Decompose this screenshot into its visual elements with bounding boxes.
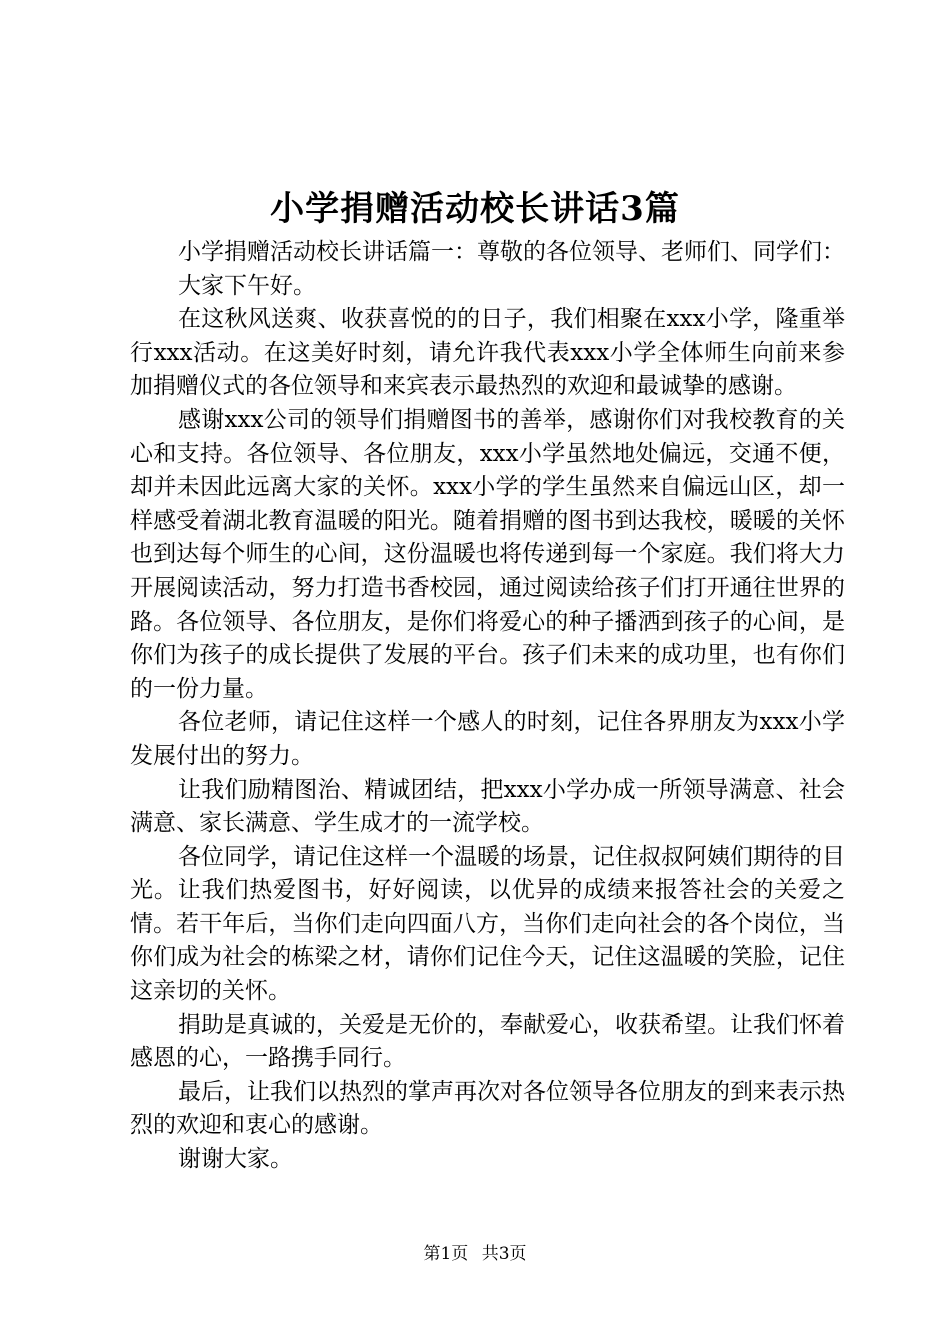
body-paragraph: 各位同学，请记住这样一个温暖的场景，记住叔叔阿姨们期待的目光。让我们热爱图书，好好阅读，以优异的成绩来报答社会的关爱之情。若干年后，当你们走向四面八方，当你们走向社会的各个岗位，当你们成为社会的栋梁之材，请你们记住今天，记住这温暖的笑脸，记住这亲切的关怀。	[130, 843, 845, 1005]
body-paragraph: 最后，让我们以热烈的掌声再次对各位领导各位朋友的到来表示热烈的欢迎和衷心的感谢。	[130, 1078, 845, 1139]
body-paragraph: 感谢xxx公司的领导们捐赠图书的善举，感谢你们对我校教育的关心和支持。各位领导、各位朋友，xxx小学虽然地处偏远，交通不便，却并未因此远离大家的关怀。xxx小学的学生虽然来自偏远山区，却一样感受着湖北教育温暖的阳光。随着捐赠的图书到达我校，暖暖的关怀也到达每个师生的心间，这份温暖也将传递到每一个家庭。我们将大力开展阅读活动，努力打造书香校园，通过阅读给孩子们打开通往世界的路。各位领导、各位朋友，是你们将爱心的种子播洒到孩子的心间，是你们为孩子的成长提供了发展的平台。孩子们未来的成功里，也有你们的一份力量。	[130, 406, 845, 702]
document-body	[130, 236, 845, 1177]
page-number-total: 共3页	[481, 1244, 527, 1264]
body-paragraph: 大家下午好。	[178, 272, 316, 299]
page-number-current: 第1页	[423, 1244, 469, 1264]
document-title: 小学捐赠活动校长讲话3篇	[270, 189, 680, 229]
body-paragraph: 各位老师，请记住这样一个感人的时刻，记住各界朋友为xxx小学发展付出的努力。	[130, 709, 845, 769]
body-paragraph: 谢谢大家。	[178, 1146, 293, 1173]
intro-paragraph: 小学捐赠活动校长讲话篇一：尊敬的各位领导、老师们、同学们：	[178, 239, 845, 265]
body-paragraph: 捐助是真诚的，关爱是无价的，奉献爱心，收获希望。让我们怀着感恩的心，一路携手同行。	[130, 1011, 845, 1072]
body-paragraph: 让我们励精图治、精诚团结，把xxx小学办成一所领导满意、社会满意、家长满意、学生成才的一流学校。	[130, 776, 845, 837]
page-footer	[0, 1242, 950, 1266]
body-paragraph: 在这秋风送爽、收获喜悦的的日子，我们相聚在xxx小学，隆重举行xxx活动。在这美好时刻，请允许我代表xxx小学全体师生向前来参加捐赠仪式的各位领导和来宾表示最热烈的欢迎和最诚挚的感谢。	[130, 306, 845, 400]
